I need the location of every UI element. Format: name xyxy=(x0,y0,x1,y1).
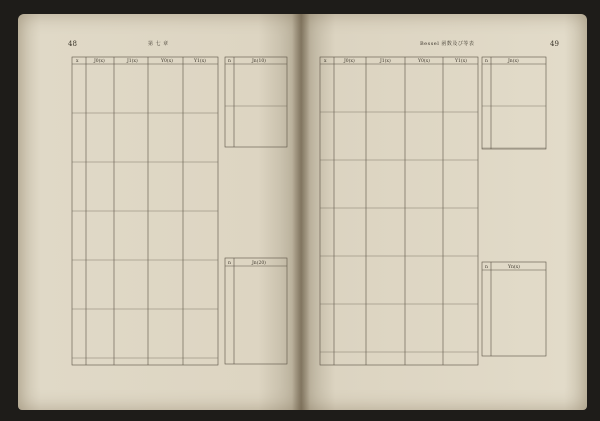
left-header-y1: Y1(x) xyxy=(194,59,206,64)
left-header-x: x xyxy=(76,59,79,64)
right-main-table-headers xyxy=(324,57,467,64)
left-header-j1: J1(x) xyxy=(127,59,138,64)
right-page-number: 49 xyxy=(550,40,559,48)
right-main-table xyxy=(320,57,478,365)
right-header-j0: J0(x) xyxy=(344,59,355,64)
right-side-headers xyxy=(485,57,520,270)
left-side-table-upper xyxy=(225,57,287,147)
right-header-y0: Y0(x) xyxy=(418,59,430,64)
right-side-header-n: n xyxy=(485,59,488,64)
left-page-number: 48 xyxy=(68,40,77,48)
left-header-j0: J0(x) xyxy=(94,59,105,64)
right-header-j1: J1(x) xyxy=(380,59,391,64)
right-lower-header-n: n xyxy=(485,265,488,270)
right-header-x: x xyxy=(324,59,327,64)
left-side-header-n: n xyxy=(228,59,231,64)
left-lower-header-n: n xyxy=(228,261,231,266)
left-header-y0: Y0(x) xyxy=(161,59,173,64)
table-row-rules xyxy=(72,106,546,358)
left-running-head: 第 七 章 xyxy=(148,41,169,47)
right-running-head: Bessel 函数及び等表 xyxy=(420,41,475,47)
left-lower-header-jn: Jn(20) xyxy=(252,261,266,266)
right-lower-header-yn: Yn(x) xyxy=(508,265,520,270)
left-side-header-jn: Jn(10) xyxy=(252,59,266,64)
right-header-y1: Y1(x) xyxy=(455,59,467,64)
left-side-table-lower xyxy=(225,258,287,364)
left-main-table-headers xyxy=(76,57,206,64)
right-side-header-jn: Jn(x) xyxy=(508,59,519,64)
right-side-table-upper xyxy=(482,57,546,149)
right-side-table-lower xyxy=(482,262,546,356)
